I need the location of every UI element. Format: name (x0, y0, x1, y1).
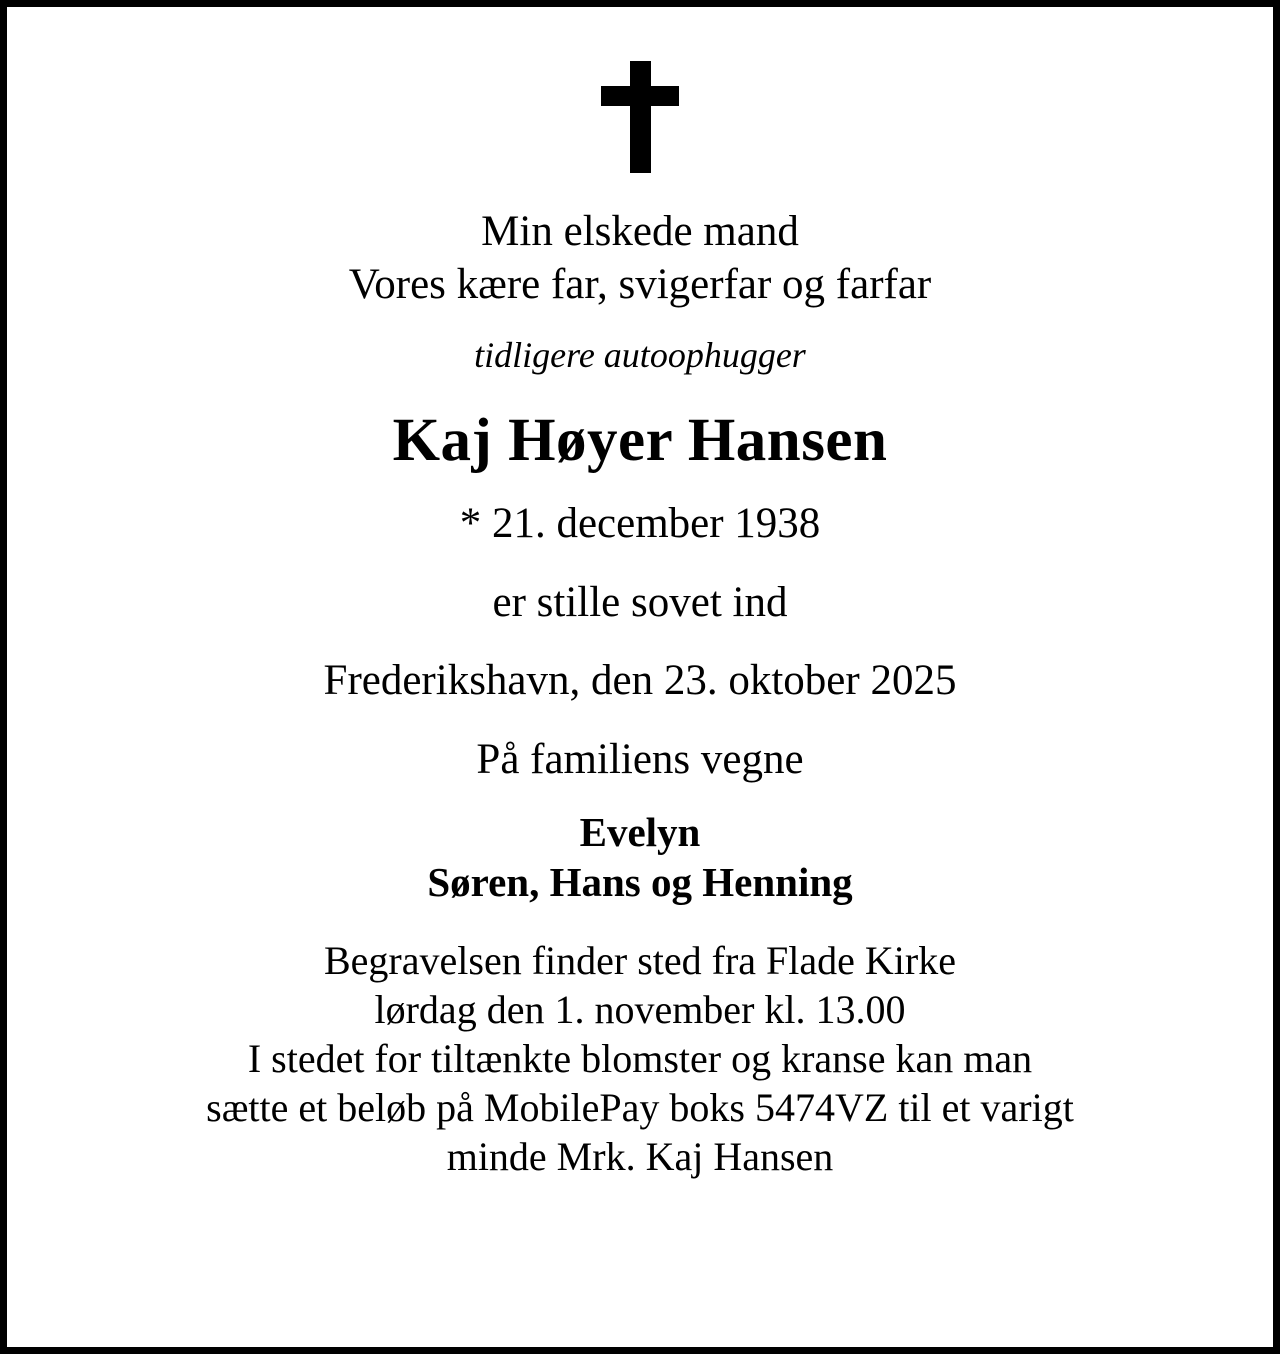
funeral-line: Begravelsen finder sted fra Flade Kirke (324, 937, 956, 983)
funeral-line: minde Mrk. Kaj Hansen (446, 1134, 834, 1180)
survivors-line-1: Evelyn (579, 808, 701, 855)
on-behalf-text: På familiens vegne (476, 736, 804, 784)
funeral-line: I stedet for tiltænkte blomster og kranse kan man (247, 1035, 1033, 1081)
funeral-details (206, 937, 1074, 1183)
deceased-name: Kaj Høyer Hansen (392, 406, 888, 474)
cross-horizontal-bar (601, 86, 679, 106)
relation-line-2: Vores kære far, svigerfar og farfar (348, 260, 932, 308)
place-and-date: Frederikshavn, den 23. oktober 2025 (323, 657, 957, 705)
cross-icon-wrap (67, 61, 1213, 173)
funeral-line: sætte et beløb på MobilePay boks 5474VZ til et varigt (206, 1085, 1074, 1131)
latin-cross-icon (601, 61, 679, 173)
funeral-line: lørdag den 1. november kl. 13.00 (374, 986, 906, 1032)
survivors-line-2: Søren, Hans og Henning (427, 859, 853, 906)
birth-date: * 21. december 1938 (459, 499, 821, 547)
relation-line-1: Min elskede mand (481, 208, 799, 255)
cross-vertical-bar (630, 61, 651, 173)
occupation: tidligere autoophugger (474, 335, 806, 376)
passing-phrase: er stille sovet ind (492, 578, 788, 626)
